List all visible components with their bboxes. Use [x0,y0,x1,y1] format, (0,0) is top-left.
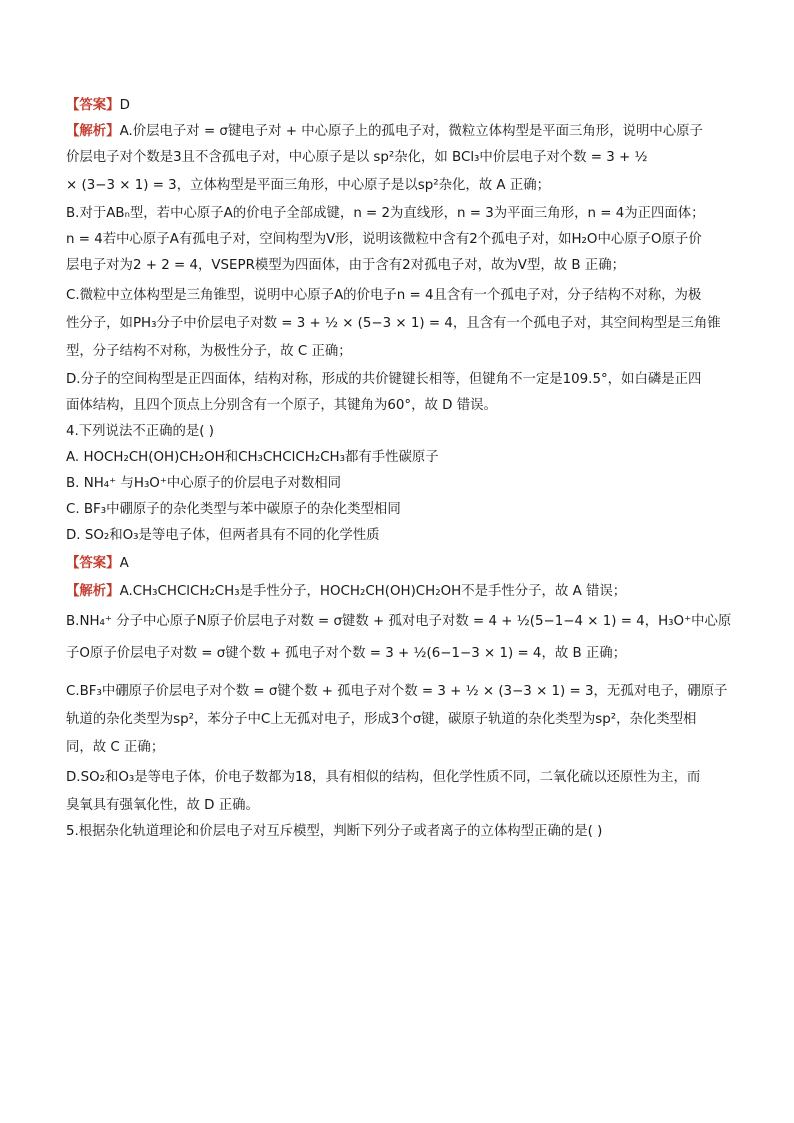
analysis-label: 【解析】 [66,584,120,599]
analysis-line: 臭氧具有强氧化性，故 D 正确。 [66,798,259,813]
analysis-line [66,122,703,142]
analysis-line: 面体结构，且四个顶点上分别含有一个原子，其键角为60°，故 D 错误。 [66,398,497,413]
answer-line [66,554,129,574]
analysis-line: B.对于ABₙ型，若中心原子A的价电子全部成键，n = 2为直线形，n = 3为平面三角形，n = 4为正四面体； [66,206,705,221]
analysis-line [66,582,626,602]
analysis-label: 【解析】 [66,124,120,139]
answer-line [66,96,130,116]
option-a: A. HOCH₂CH(OH)CH₂OH和CH₃CHClCH₂CH₃都有手性碳原子 [66,450,439,465]
analysis-line: C.BF₃中硼原子价层电子对个数 = σ键个数 + 孤电子对个数 = 3 + ½ × (3−3 × 1) = 3，无孤对电子，硼原子 [66,684,728,699]
answer-value: D [119,98,130,113]
analysis-line: D.分子的空间构型是正四面体，结构对称，形成的共价键键长相等，但键角不一定是109.5°，如白磷是正四 [66,372,702,387]
analysis-line: 性分子，如PH₃分子中价层电子对数 = 3 + ½ × (5−3 × 1) = 4，且含有一个孤电子对，其空间构型是三角锥 [66,316,721,331]
option-c: C. BF₃中硼原子的杂化类型与苯中碳原子的杂化类型相同 [66,502,401,517]
option-d: D. SO₂和O₃是等电子体，但两者具有不同的化学性质 [66,528,380,543]
analysis-line: 层电子对为2 + 2 = 4，VSEPR模型为四面体，由于含有2对孤电子对，故为V型，故 B 正确； [66,258,626,273]
analysis-line: 子O原子价层电子对数 = σ键个数 + 孤电子对个数 = 3 + ½(6−1−3 × 1) = 4，故 B 正确； [66,646,627,661]
analysis-line: 价层电子对个数是3且不含孤电子对，中心原子是以 sp²杂化，如 BCl₃中价层电子对个数 = 3 + ½ [66,150,648,165]
analysis-line: B.NH₄⁺ 分子中心原子N原子价层电子对数 = σ键数 + 孤对电子对数 = 4 + ½(5−1−4 × 1) = 4，H₃O⁺中心原 [66,614,732,629]
analysis-line: D.SO₂和O₃是等电子体，价电子数都为18，具有相似的结构，但化学性质不同，二氧化硫以还原性为主，而 [66,770,701,785]
analysis-text: A.价层电子对 = σ键电子对 + 中心原子上的孤电子对，微粒立体构型是平面三角形，说明中心原子 [119,124,703,139]
answer-label: 【答案】 [66,556,120,571]
question-stem: 5.根据杂化轨道理论和价层电子对互斥模型，判断下列分子或者离子的立体构型正确的是( ) [66,824,603,839]
answer-label: 【答案】 [66,98,120,113]
answer-value: A [119,556,129,571]
analysis-line: C.微粒中立体构型是三角锥型，说明中心原子A的价电子n = 4且含有一个孤电子对，分子结构不对称，为极 [66,288,702,303]
question-stem: 4.下列说法不正确的是( ) [66,424,214,439]
analysis-line: 轨道的杂化类型为sp²，苯分子中C上无孤对电子，形成3个σ键，碳原子轨道的杂化类型为sp²，杂化类型相 [66,712,697,727]
analysis-line: 同，故 C 正确； [66,740,165,755]
analysis-line: n = 4若中心原子A有孤电子对，空间构型为V形，说明该微粒中含有2个孤电子对，如H₂O中心原子O原子价 [66,232,702,247]
option-b: B. NH₄⁺ 与H₃O⁺中心原子的价层电子对数相同 [66,476,341,491]
analysis-line: × (3−3 × 1) = 3，立体构型是平面三角形，中心原子是以sp²杂化，故 A 正确； [66,178,550,193]
analysis-line: 型，分子结构不对称，为极性分子，故 C 正确； [66,344,352,359]
analysis-text: A.CH₃CHClCH₂CH₃是手性分子，HOCH₂CH(OH)CH₂OH不是手性分子，故 A 错误； [119,584,627,599]
